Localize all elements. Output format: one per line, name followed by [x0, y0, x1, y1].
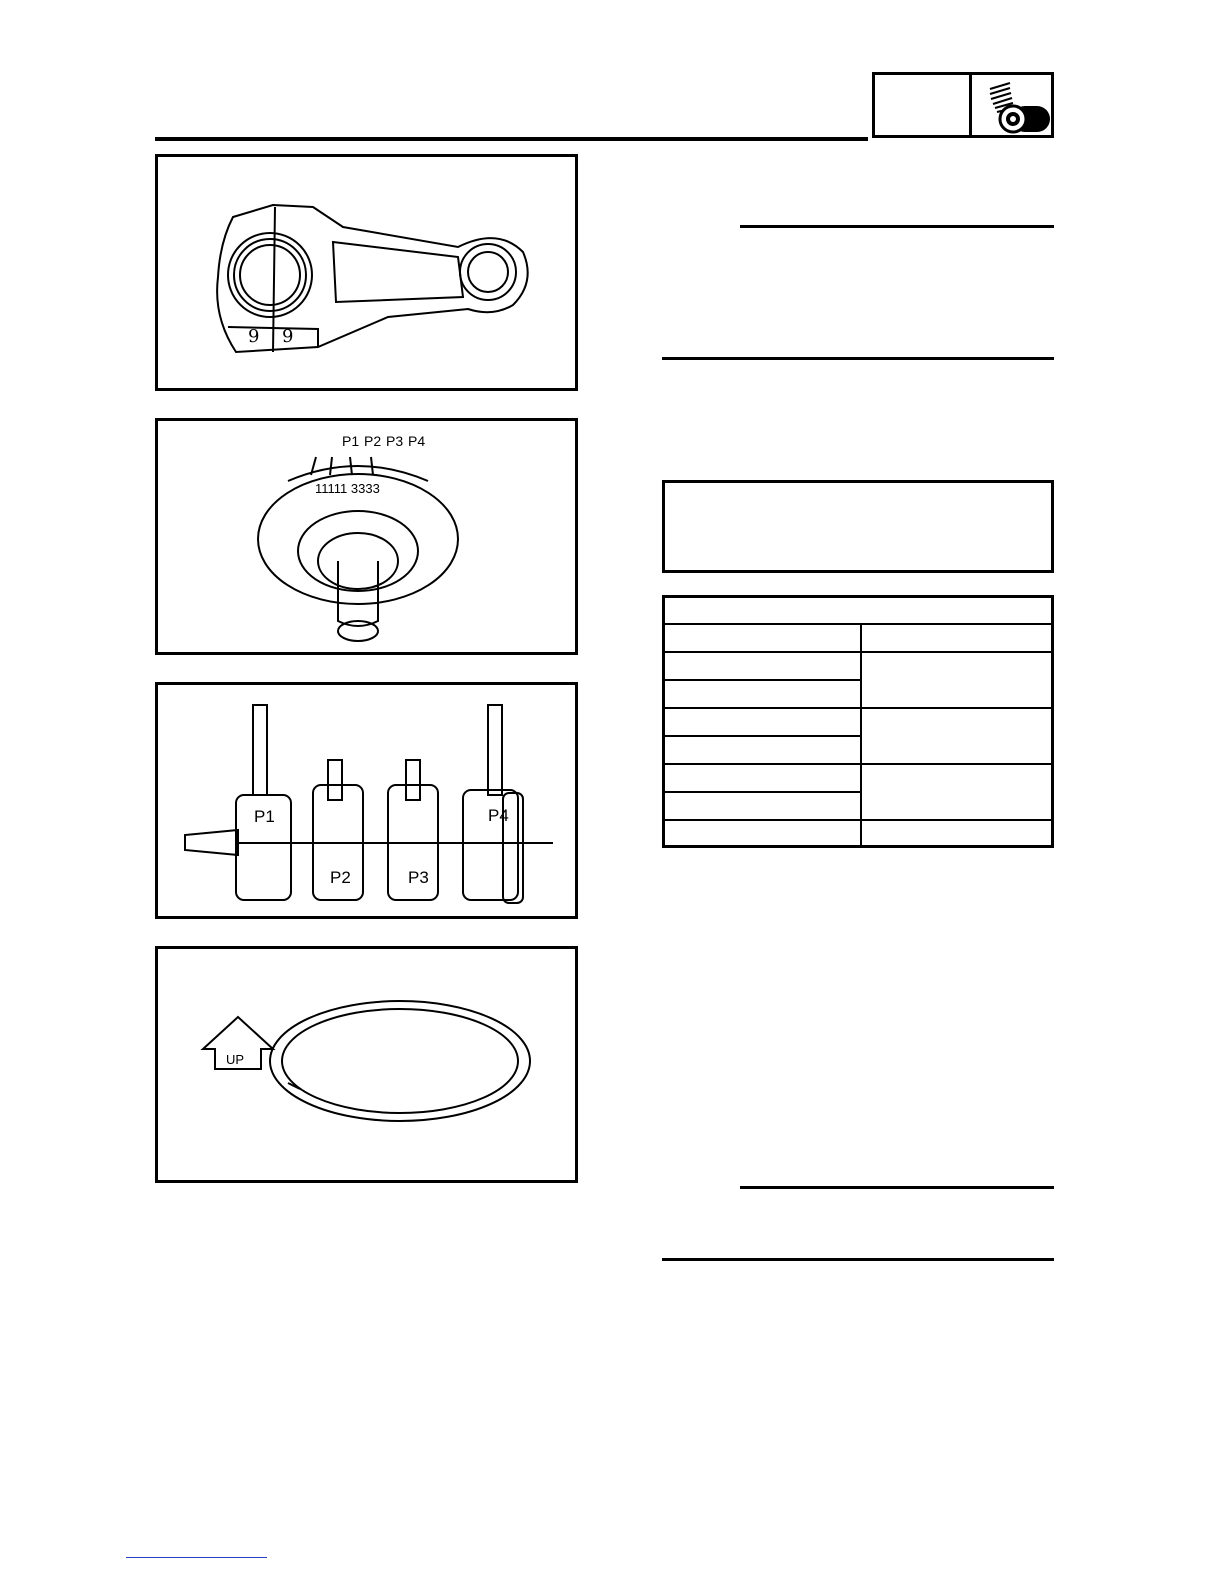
figure-connecting-rod	[155, 154, 578, 391]
figure-piston-ring	[155, 946, 578, 1183]
header-rule	[155, 137, 868, 141]
mark-p4: P4	[408, 433, 426, 449]
table-rule	[665, 623, 1051, 625]
table-rule	[665, 819, 1051, 821]
spec-table	[662, 595, 1054, 848]
section-code	[875, 75, 969, 135]
note-end-rule	[662, 357, 1054, 360]
up-mark: UP	[226, 1052, 245, 1067]
mark-p1: P1	[342, 433, 360, 449]
table-column-divider	[860, 625, 862, 848]
conrod-mark-right: 9	[282, 326, 294, 347]
mark-p2: P2	[364, 433, 382, 449]
figure-crankshaft-web-marks	[155, 418, 578, 655]
section-tab	[872, 72, 1054, 138]
table-rule	[665, 651, 1051, 653]
journal-p3: P3	[408, 868, 429, 887]
spec-note-box	[662, 480, 1054, 573]
figure-crankshaft-journals	[155, 682, 578, 919]
journal-p4: P4	[488, 806, 509, 825]
note-end-rule-2	[662, 1258, 1054, 1261]
table-rule	[665, 735, 860, 737]
engine-crankshaft-icon	[972, 75, 1051, 135]
mark-p3: P3	[386, 433, 404, 449]
journal-p1: P1	[254, 807, 275, 826]
table-rule	[665, 791, 860, 793]
table-rule	[665, 679, 860, 681]
note-heading-rule	[740, 225, 1054, 228]
table-rule	[665, 707, 1051, 709]
note-heading-rule-2	[740, 1186, 1054, 1189]
journal-p2: P2	[330, 868, 351, 887]
stamp-marks: 11111 3333	[315, 481, 380, 496]
table-rule	[665, 763, 1051, 765]
conrod-mark-left: 9	[248, 326, 260, 347]
footer-link-underline[interactable]	[126, 1557, 267, 1558]
